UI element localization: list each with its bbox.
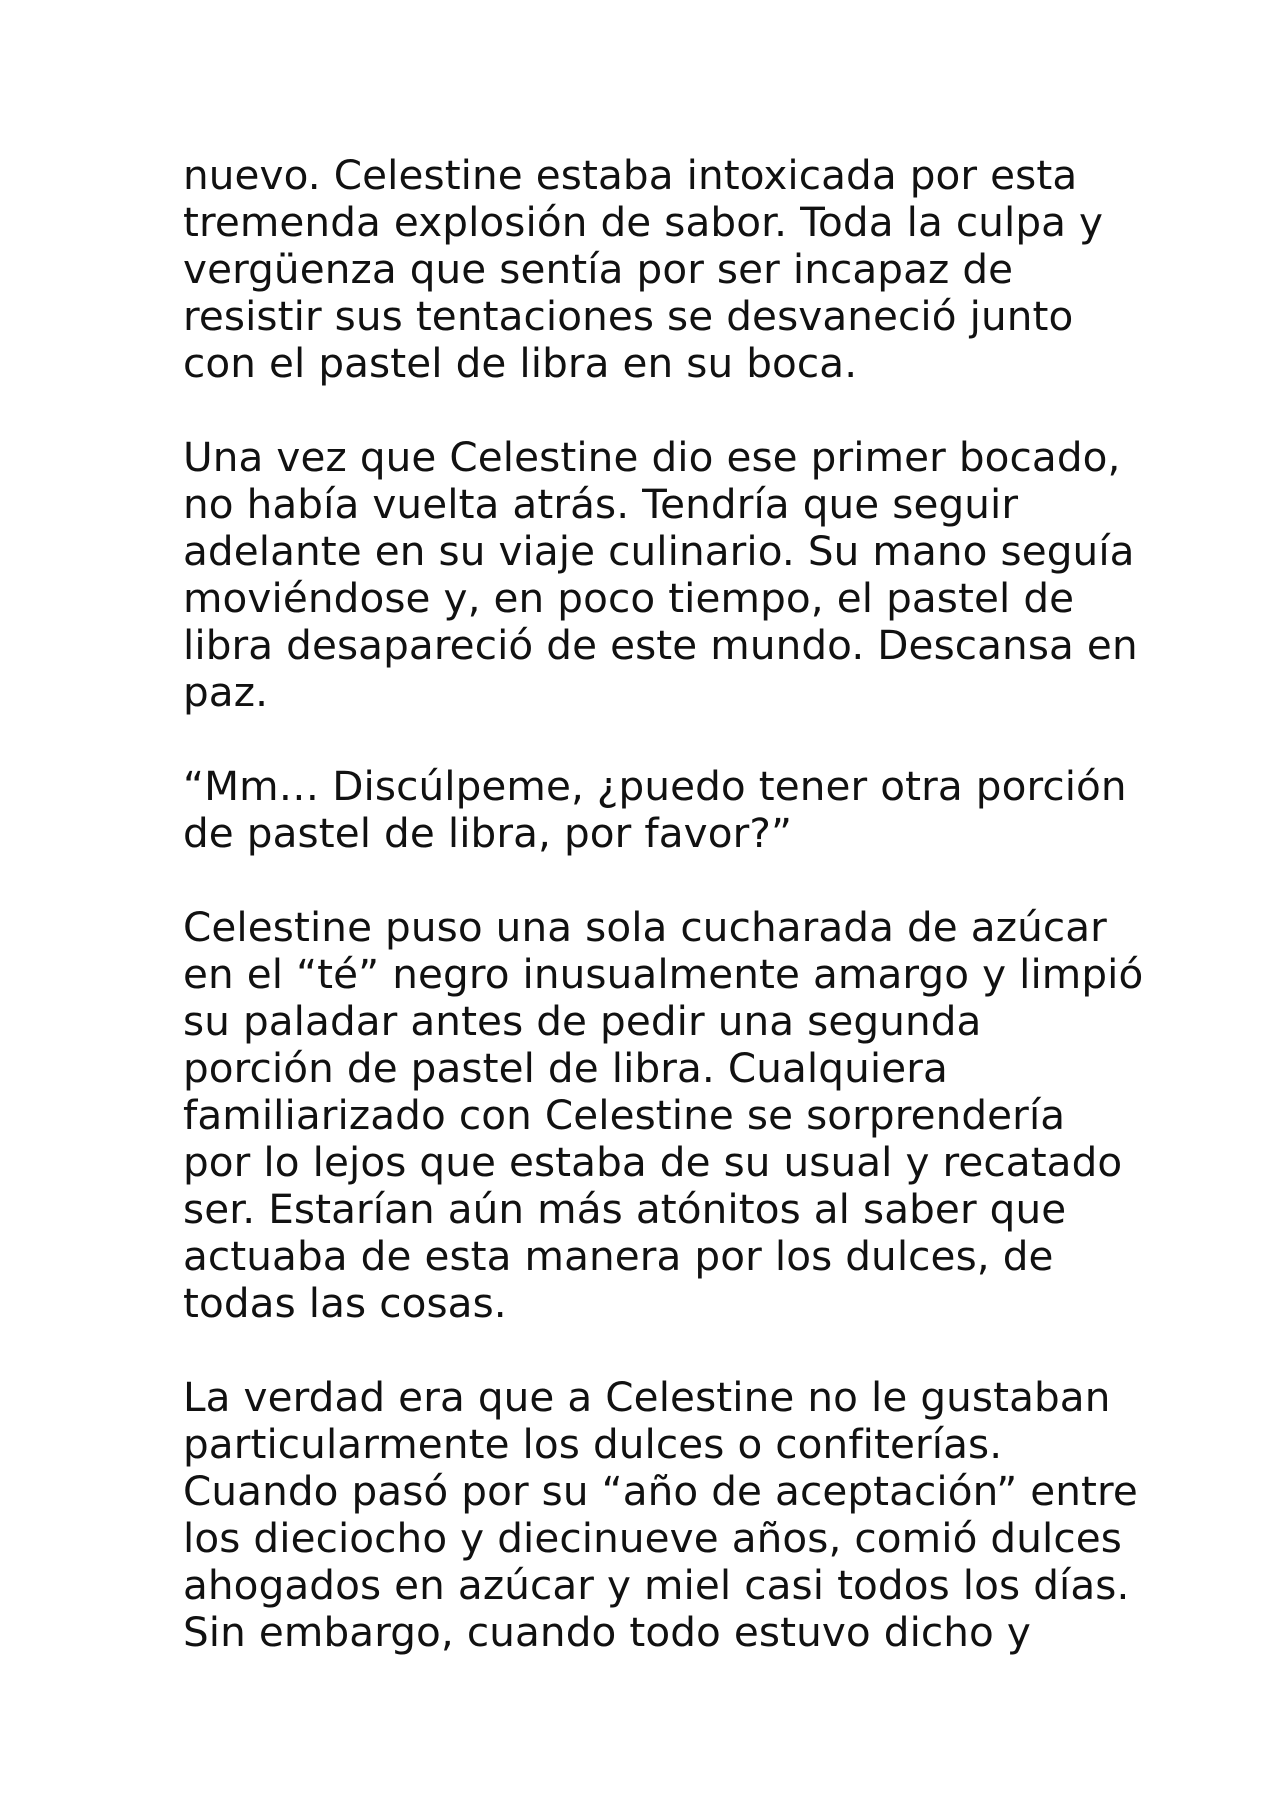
body-text bbox=[183, 151, 1144, 1656]
text-line: vergüenza que sentía por ser incapaz de bbox=[183, 245, 1014, 293]
text-line: tremenda explosión de sabor. Toda la culpa y bbox=[183, 198, 1104, 246]
paragraph-gap bbox=[183, 716, 1123, 763]
text-line: resistir sus tentaciones se desvaneció junto bbox=[183, 292, 1074, 340]
text-line: los dieciocho y diecinueve años, comió dulces bbox=[183, 1514, 1122, 1562]
paragraph bbox=[183, 152, 1123, 387]
text-line: particularmente los dulces o confiterías. bbox=[183, 1420, 1003, 1468]
paragraph bbox=[183, 433, 1138, 716]
text-line: moviéndose y, en poco tiempo, el pastel de bbox=[183, 574, 1075, 622]
text-line: Una vez que Celestine dio ese primer bocado, bbox=[183, 433, 1121, 481]
text-line: familiarizado con Celestine se sorprendería bbox=[183, 1091, 1066, 1139]
paragraph bbox=[183, 762, 1127, 857]
text-line: libra desapareció de este mundo. Descansa en bbox=[183, 621, 1138, 669]
text-line: paz. bbox=[183, 668, 269, 716]
paragraph-gap bbox=[183, 387, 1123, 434]
text-line: La verdad era que a Celestine no le gustaban bbox=[183, 1373, 1111, 1421]
text-line: nuevo. Celestine estaba intoxicada por esta bbox=[183, 151, 1078, 199]
text-line: adelante en su viaje culinario. Su mano seguía bbox=[183, 527, 1135, 575]
text-line: porción de pastel de libra. Cualquiera bbox=[183, 1044, 948, 1092]
paragraph-gap bbox=[183, 857, 1123, 904]
text-line: en el “té” negro inusualmente amargo y limpió bbox=[183, 950, 1144, 998]
text-line: Cuando pasó por su “año de aceptación” entre bbox=[183, 1467, 1138, 1515]
paragraph-gap bbox=[183, 1327, 1123, 1374]
text-line: actuaba de esta manera por los dulces, de bbox=[183, 1232, 1054, 1280]
paragraph bbox=[183, 1373, 1138, 1656]
text-line: ser. Estarían aún más atónitos al saber que bbox=[183, 1185, 1067, 1233]
text-line: todas las cosas. bbox=[183, 1279, 507, 1327]
text-line: “Mm… Discúlpeme, ¿puedo tener otra porción bbox=[183, 762, 1127, 810]
text-line: de pastel de libra, por favor?” bbox=[183, 809, 793, 857]
text-line: no había vuelta atrás. Tendría que seguir bbox=[183, 480, 1019, 528]
text-line: Sin embargo, cuando todo estuvo dicho y bbox=[183, 1608, 1031, 1656]
text-line: por lo lejos que estaba de su usual y recatado bbox=[183, 1138, 1123, 1186]
text-line: con el pastel de libra en su boca. bbox=[183, 339, 858, 387]
text-line: su paladar antes de pedir una segunda bbox=[183, 997, 982, 1045]
text-line: Celestine puso una sola cucharada de azúcar bbox=[183, 903, 1107, 951]
paragraph bbox=[183, 903, 1144, 1327]
text-line: ahogados en azúcar y miel casi todos los días. bbox=[183, 1561, 1130, 1609]
